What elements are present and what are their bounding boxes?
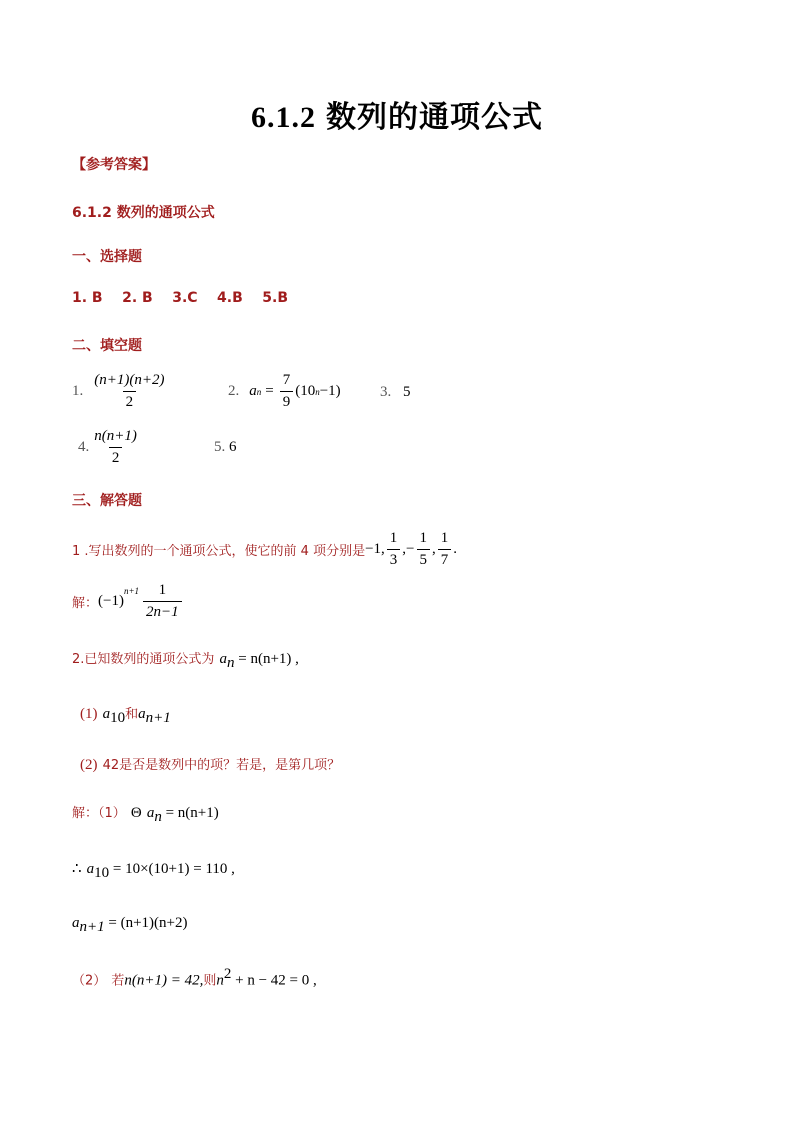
expr-rhs: = n(n+1) , — [234, 651, 299, 667]
denominator: 7 — [438, 549, 452, 569]
variable-n: n — [216, 972, 224, 989]
fraction — [143, 582, 182, 621]
fill-value-5: 6 — [229, 439, 237, 455]
fraction — [387, 530, 401, 569]
fill-answer-3 — [380, 384, 411, 401]
then-text: 则 — [203, 973, 217, 989]
fill-value-3: 5 — [403, 384, 411, 400]
superscript: n+1 — [123, 586, 140, 596]
fraction — [438, 530, 452, 569]
denominator: 2 — [123, 391, 137, 411]
solution-2-step-1 — [72, 802, 219, 826]
numerator: 1 — [389, 530, 398, 546]
numerator: 7 — [282, 372, 291, 388]
denominator: 2 — [109, 447, 123, 467]
problem-2 — [72, 648, 299, 672]
therefore-symbol: ∴ — [72, 861, 82, 877]
superscript: 2 — [223, 966, 232, 982]
numerator: 1 — [158, 582, 167, 598]
solution-2-step-2 — [72, 858, 235, 882]
expr-1: n(n+1) = 42, — [124, 972, 204, 989]
denominator: 5 — [417, 549, 431, 569]
solution-1 — [72, 582, 184, 621]
part-text: 42是否是数列中的项？若是，是第几项？ — [102, 758, 341, 773]
fraction — [280, 372, 294, 411]
conjunction: 和 — [125, 707, 139, 722]
title-number: 6.1.2 — [251, 101, 316, 134]
solution-label: 解： — [72, 596, 99, 611]
solution-2-step-4 — [72, 966, 317, 989]
separator: ,− — [402, 541, 415, 557]
section-reference: 6.1.2 数列的通项公式 — [72, 205, 215, 221]
problem-1 — [72, 530, 457, 569]
solution-label: 解：（1） — [72, 806, 126, 821]
period: . — [453, 541, 458, 557]
expr-2: + n − 42 = 0 , — [231, 972, 317, 989]
fill-answer-1 — [72, 372, 169, 411]
solve-heading: 三、解答题 — [72, 493, 142, 509]
because-symbol: Θ — [130, 805, 142, 821]
fill-label-1: 1. — [72, 383, 84, 399]
page-title — [0, 92, 794, 136]
subscript: n — [256, 386, 262, 397]
subscript: 10 — [110, 710, 126, 727]
fill-label-3: 3. — [380, 384, 392, 400]
variable-a: a — [72, 915, 80, 931]
numerator: (n+1)(n+2) — [94, 372, 165, 388]
expr-rhs: = 10×(10+1) = 110 , — [109, 861, 235, 877]
choice-heading: 一、选择题 — [72, 249, 142, 265]
seq-start: −1, — [365, 541, 385, 557]
expr-base: (−1) — [98, 593, 124, 609]
numerator: 1 — [440, 530, 449, 546]
fill-label-2: 2. — [228, 383, 240, 399]
part-label: (2) — [80, 757, 98, 773]
part-label: (1) — [80, 706, 98, 722]
solution-2-step-3 — [72, 912, 187, 936]
fraction — [91, 428, 140, 467]
problem-1-text: 1 .写出数列的一个通项公式，使它的前 4 项分别是 — [72, 544, 366, 559]
subscript: n+1 — [79, 919, 105, 936]
variable-a: a — [138, 706, 146, 722]
fill-heading: 二、填空题 — [72, 338, 142, 354]
denominator: 9 — [280, 391, 294, 411]
fill-answer-2 — [228, 372, 341, 411]
subscript: n — [154, 809, 162, 826]
problem-2-part-2 — [80, 754, 340, 774]
expr-part: −1) — [319, 383, 341, 399]
subscript: 10 — [94, 865, 110, 882]
fill-answer-4 — [78, 428, 142, 467]
separator: , — [432, 541, 436, 557]
expr-rhs: = n(n+1) — [161, 805, 219, 821]
numerator: 1 — [419, 530, 428, 546]
choice-answers: 1. B 2. B 3.C 4.B 5.B — [72, 290, 288, 306]
problem-2-part-1 — [80, 703, 171, 727]
fraction — [417, 530, 431, 569]
fill-label-5: 5. — [214, 439, 226, 455]
equals: = — [265, 383, 274, 399]
denominator: 2n−1 — [143, 601, 182, 621]
fraction — [91, 372, 167, 411]
title-text: 数列的通项公式 — [326, 100, 543, 135]
part-label: （2） — [72, 973, 107, 989]
fill-label-4: 4. — [78, 439, 90, 455]
variable-a: a — [249, 383, 257, 399]
variable-a: a — [102, 706, 111, 722]
variable-a: a — [219, 651, 227, 667]
subscript: n+1 — [145, 710, 171, 727]
denominator: 3 — [387, 549, 401, 569]
fill-answer-5 — [214, 439, 237, 456]
expr-rhs: = (n+1)(n+2) — [104, 915, 188, 931]
problem-2-text: 2.已知数列的通项公式为 — [72, 652, 215, 667]
variable-a: a — [146, 805, 155, 821]
numerator: n(n+1) — [94, 428, 137, 444]
subscript: n — [227, 655, 235, 672]
variable-a: a — [86, 861, 95, 877]
reference-answer-label: 【参考答案】 — [72, 157, 156, 173]
if-text: 若 — [111, 973, 125, 989]
expr-part: (10 — [295, 383, 316, 399]
superscript: n — [315, 386, 320, 397]
